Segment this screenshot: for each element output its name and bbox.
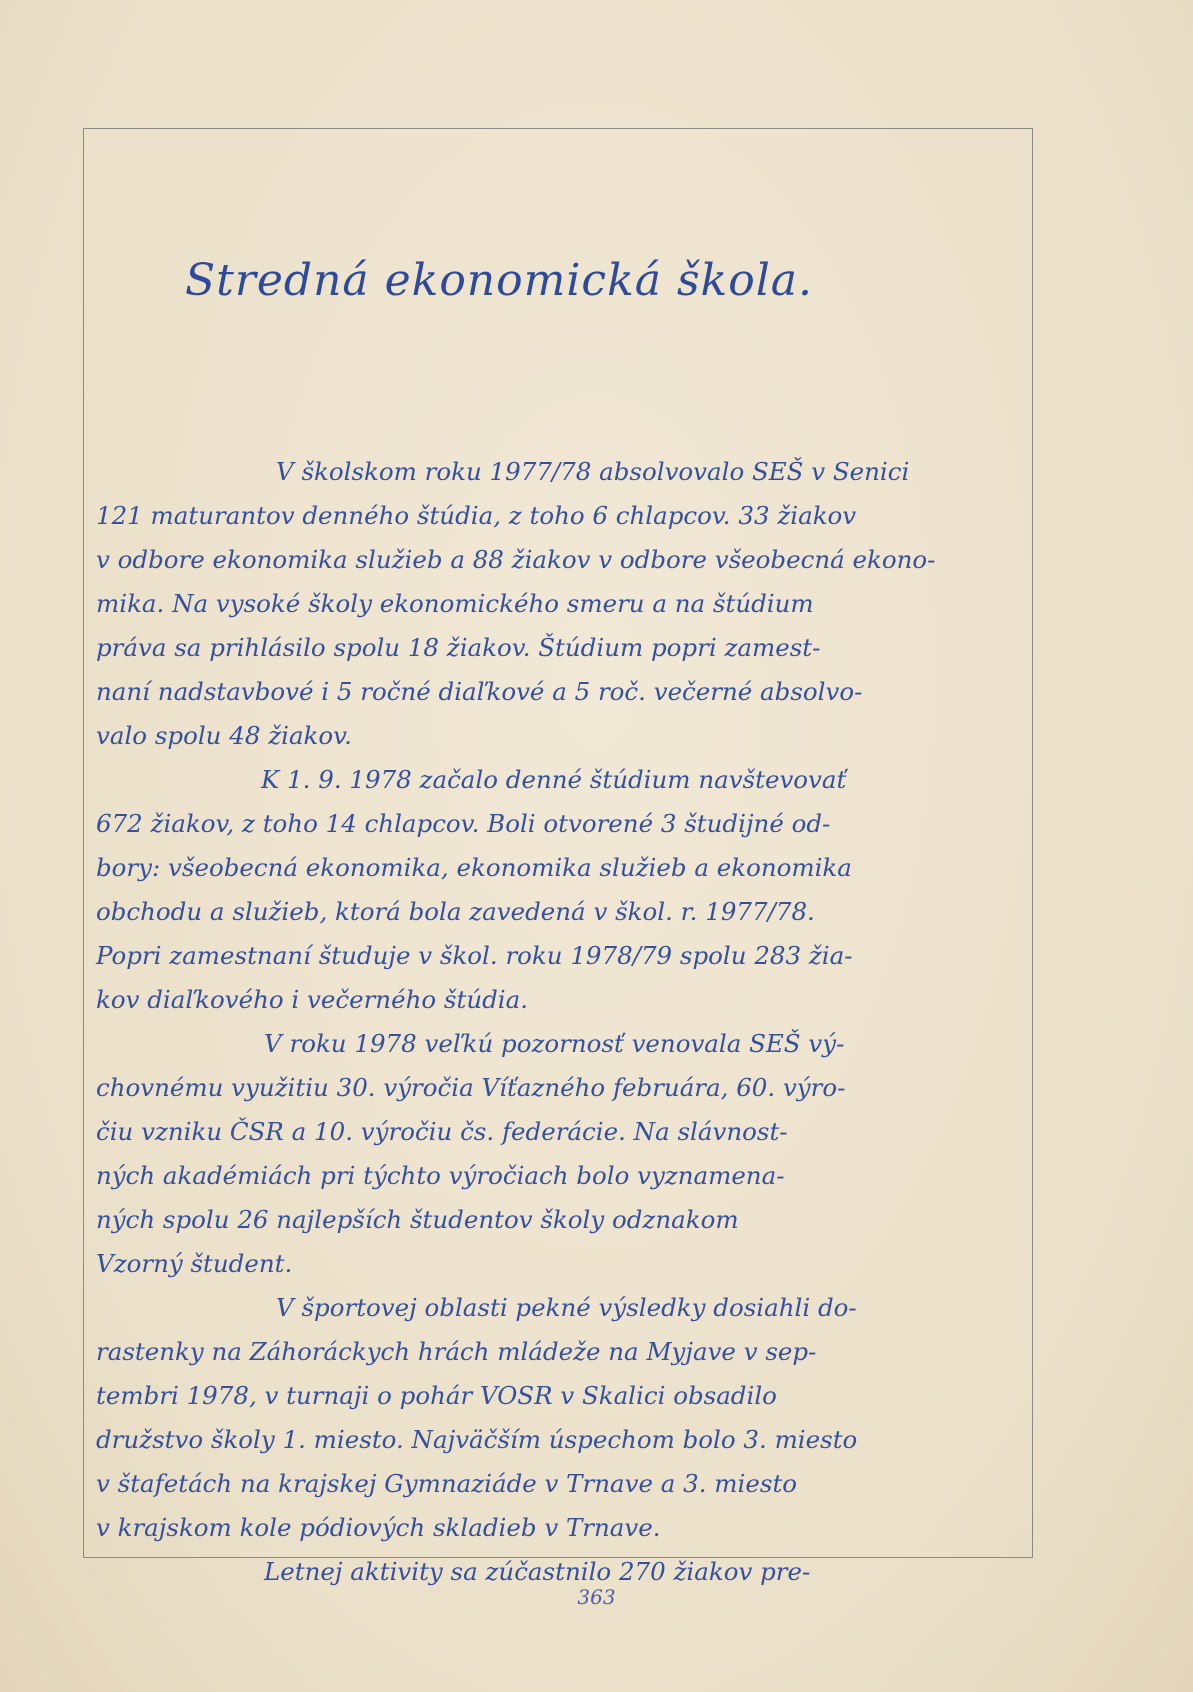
text-line: v krajskom kole pódiových skladieb v Trnave. xyxy=(96,1513,661,1542)
page-title: Stredná ekonomická škola. xyxy=(185,255,813,306)
text-line: Letnej aktivity sa zúčastnilo 270 žiakov pre- xyxy=(264,1557,811,1586)
text-line: družstvo školy 1. miesto. Najväčším úspechom bolo 3. miesto xyxy=(96,1425,858,1454)
text-line: bory: všeobecná ekonomika, ekonomika služieb a ekonomika xyxy=(96,853,852,882)
text-line: valo spolu 48 žiakov. xyxy=(96,721,352,750)
text-line: 121 maturantov denného štúdia, z toho 6 chlapcov. 33 žiakov xyxy=(96,501,857,530)
text-line: tembri 1978, v turnaji o pohár VOSR v Skalici obsadilo xyxy=(96,1381,777,1410)
text-line: práva sa prihlásilo spolu 18 žiakov. Štúdium popri zamest- xyxy=(96,633,821,662)
text-line: V športovej oblasti pekné výsledky dosiahli do- xyxy=(276,1293,857,1322)
text-line: Popri zamestnaní študuje v škol. roku 1978/79 spolu 283 žia- xyxy=(96,941,853,970)
text-line: Vzorný študent. xyxy=(96,1249,293,1278)
text-line: rastenky na Záhoráckych hrách mládeže na Myjave v sep- xyxy=(96,1337,817,1366)
text-line: chovnému využitiu 30. výročia Víťazného februára, 60. výro- xyxy=(96,1073,846,1102)
text-line: ných akadémiách pri týchto výročiach bolo vyznamena- xyxy=(96,1161,785,1190)
text-line: obchodu a služieb, ktorá bola zavedená v škol. r. 1977/78. xyxy=(96,897,815,926)
text-line: K 1. 9. 1978 začalo denné štúdium navštevovať xyxy=(261,765,847,794)
text-line: v štafetách na krajskej Gymnaziáde v Trnave a 3. miesto xyxy=(96,1469,798,1498)
text-line: v odbore ekonomika služieb a 88 žiakov v odbore všeobecná ekono- xyxy=(96,545,936,574)
text-line: čiu vzniku ČSR a 10. výročiu čs. federácie. Na slávnost- xyxy=(96,1117,788,1146)
page-number: 363 xyxy=(577,1585,616,1609)
text-line: ných spolu 26 najlepších študentov školy odznakom xyxy=(96,1205,739,1234)
text-line: V roku 1978 veľkú pozornosť venovala SEŠ vý- xyxy=(264,1029,845,1058)
text-line: V školskom roku 1977/78 absolvovalo SEŠ v Senici xyxy=(276,457,910,486)
text-line: mika. Na vysoké školy ekonomického smeru a na štúdium xyxy=(96,589,814,618)
text-line: 672 žiakov, z toho 14 chlapcov. Boli otvorené 3 študijné od- xyxy=(96,809,831,838)
text-line: kov diaľkového i večerného štúdia. xyxy=(96,985,529,1014)
text-line: naní nadstavbové i 5 ročné diaľkové a 5 roč. večerné absolvo- xyxy=(96,677,863,706)
